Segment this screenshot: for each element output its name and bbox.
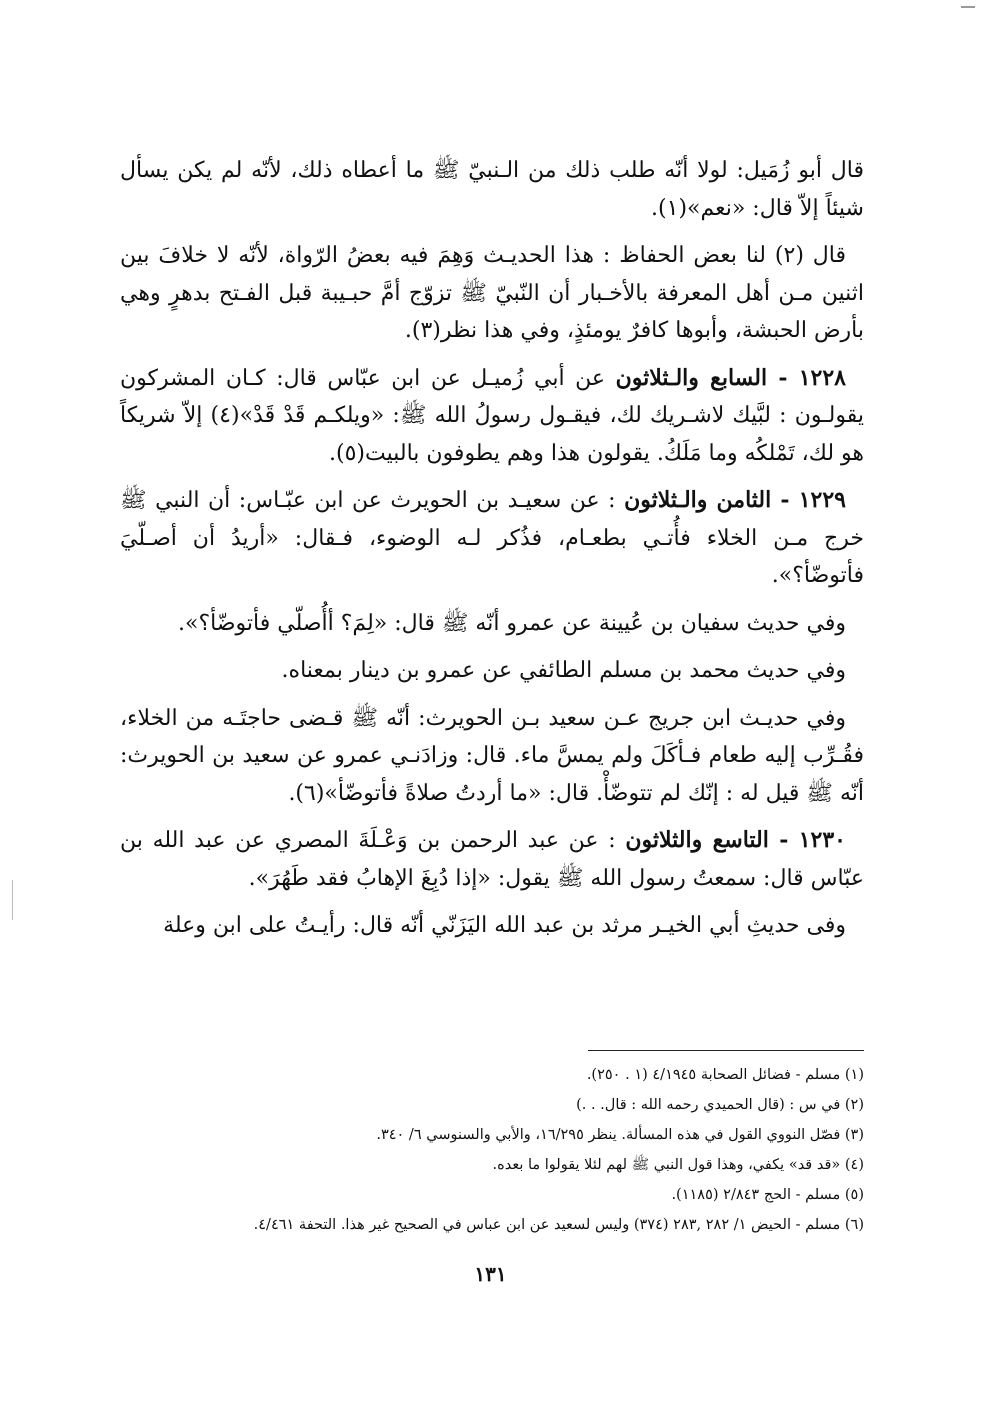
paragraph-text: وفى حديثِ أبي الخيـر مرثد بن عبد الله اليَزَنّي أنّه قال: رأيـتُ على ابن وعلة [163,913,846,938]
hadith-heading: ١٢٢٩ - الثامن والـثلاثون [624,487,846,513]
paragraph-text: وفي حديث محمد بن مسلم الطائفي عن عمرو بن دينار بمعناه. [281,658,846,683]
paragraph [120,700,864,813]
paragraph [120,652,864,690]
paragraph [120,907,864,945]
footnote: (١) مسلم - فضائل الصحابة ٤/١٩٤٥ (١ . ٢٥٠). [586,1067,864,1083]
paragraph-text: قال أبو زُمَيل: لولا أنّه طلب ذلك من الـنبيّ ﷺ ما أعطاه ذلك، لأنّه لم يكن يسأل شيئاً إلاّ قال: «نعم»(١). [120,158,864,221]
edge-mark [12,880,13,920]
paragraph [120,237,864,350]
hadith-heading: ١٢٣٠ - التاسع والثلاثون [625,827,846,853]
footnote: (٢) في س : (قال الحميدي رحمه الله : قال. . .) [576,1097,864,1113]
footnote: (٤) «قد قد» يكفي، وهذا قول النبي ﷺ لهم لئلا يقولوا ما بعده. [492,1157,864,1173]
paragraph-text: قال (٢) لنا بعض الحفاظ : هذا الحديـث وَهِمَ فيه بعضُ الرّواة، لأنّه لا خلافَ بين اثنين مـن أهل المعرفة بالأخـبار أن النّبيّ ﷺ تزوّج أمَّ حبـيبة قبل الفـتح بدهرٍ وهي بأرض الحبشة، وأبوها كافرٌ يومئذٍ، وفي هذا نظر(٣). [120,243,864,343]
paragraph [120,152,864,227]
paragraph-text: وفي حديـث ابن جريج عـن سعيد بـن الحويرث: أنّه ﷺ قـضى حاجتَـه من الخلاء، فقُـرِّب إليه طعام فـأكَلَ ولم يمسَّ ماء. قال: وزادَنـي عمرو عن سعيد بن الحويرث: أنّه ﷺ قيل له : إنّك لم تتوضّأْ. قال: «ما أردتُ صلاةً فأتوضّأ»(٦). [120,705,865,806]
footnotes [120,1060,864,1240]
paragraph [120,482,864,595]
paragraph [120,822,864,897]
paragraph-text: عن أبي زُميـل عن ابن عبّاس قال: كـان المشركون يقولـون : لبَّيك لاشـريك لك، فيقـول رسولُ الله ﷺ: «ويلكـم قَدْ قَدْ»(٤) إلاّ شريكاً هو لك، تَمْلكُه وما مَلَكُ. يقولون هذا وهم يطوفون بالبيت(٥). [120,365,864,466]
footnote-divider [588,1050,864,1051]
hadith-heading: ١٢٢٨ - السابع والـثلاثون [615,364,846,391]
paragraph [120,360,864,473]
footnote: (٥) مسلم - الحج ٢/٨٤٣ (١١٨٥). [671,1187,864,1203]
footnote: (٦) مسلم - الحيض ١/ ٢٨٢ ,٢٨٣ (٣٧٤) وليس لسعيد عن ابن عباس في الصحيح غير هذا. التحفة ٤/٤٦١. [253,1217,864,1233]
paragraph-text: وفي حديث سفيان بن عُيينة عن عمرو أنّه ﷺ قال: «لِمَ؟ أأُصلّي فأتوضّأ؟». [178,610,846,636]
paragraph [120,605,864,643]
page-number: ١٣١ [474,1262,507,1286]
corner-mark [961,6,975,8]
paragraph-text: : عن سعيـد بن الحويرث عن ابن عبّـاس: أن النبي ﷺ خرج مـن الخلاء فأُتـي بطعـام، فذُكر لـه الوضوء، فـقال: «أريدُ أن أصـلّيَ فأتوضّأ؟». [120,488,864,588]
main-text [120,152,864,955]
paragraph-text: : عن عبد الرحمن بن وَعْـلَةَ المصري عن عبد الله بن عبّاس قال: سمعتُ رسول الله ﷺ يقول: «إذا دُبِغَ الإهابُ فقد طَهُرَ». [120,828,864,891]
footnote: (٣) فصّل النووي القول في هذه المسألة. ينظر ١٦/٢٩٥، والأبي والسنوسي ٦/ ٣٤٠. [376,1127,864,1143]
